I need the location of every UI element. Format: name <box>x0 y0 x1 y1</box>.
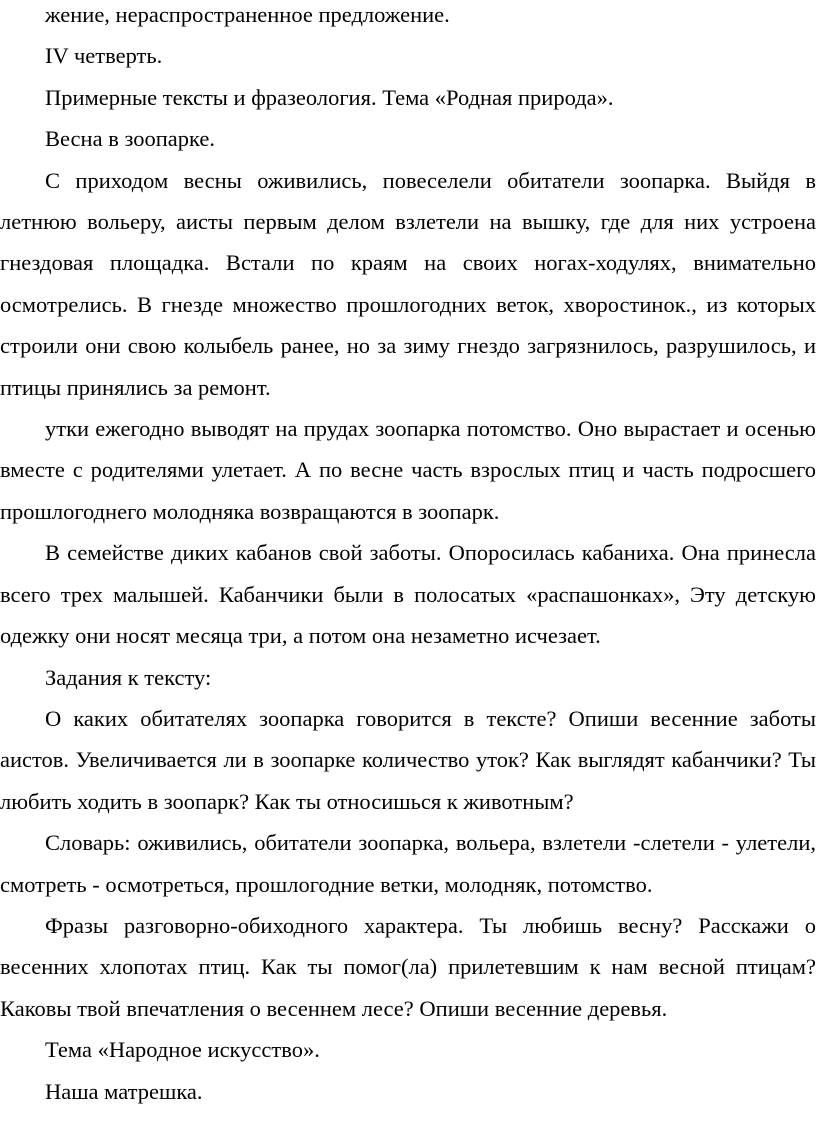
text-title: Весна в зоопарке. <box>45 126 215 152</box>
paragraph-vocabulary: Словарь: оживились, обитатели зоопарка, вольера, взлетели -слетели - улетели, смотреть - осмотреться, прошлогодние ветки, молодняк, потомство. <box>0 830 816 897</box>
quarter-heading: IV четверть. <box>45 43 163 69</box>
paragraph-continuation: жение, нераспространенное предложение. <box>45 2 450 27</box>
topic-heading: Примерные тексты и фразеология. Тема «Родная природа». <box>45 84 614 110</box>
topic-heading-folk-art: Тема «Народное искусство». <box>45 1037 320 1063</box>
paragraph-storks: С приходом весны оживились, повеселели обитатели зоопарка. Выйдя в летнюю вольеру, аисты первым делом взлетели на вышку, где для них устроена гнездовая площадка. Встали по краям на своих ногах-ходулях, внимательно осмотрелись. В гнезде множество прошлогодних веток, хворостинок., из которых строили они свою колыбель ранее, но за зиму гнездо загрязнилось, разрушилось, и птицы принялись за ремонт. <box>0 167 816 400</box>
paragraph-phrases: Фразы разговорно-обиходного характера. Ты любишь весну? Расскажи о весенних хлопотах птиц. Как ты помог(ла) прилетевшим к нам весной птицам? Каковы твой впечатления о весеннем лесе? Опиши весенние деревья. <box>0 912 816 1021</box>
paragraph-questions: О каких обитателях зоопарка говорится в тексте? Опиши весенние заботы аистов. Увеличивается ли в зоопарке количество уток? Как выглядят кабанчики? Ты любить ходить в зоопарк? Как ты относишься к животным? <box>0 705 816 814</box>
text-title-matryoshka: Наша матрешка. <box>45 1078 203 1104</box>
paragraph-ducks: утки ежегодно выводят на прудах зоопарка потомство. Оно вырастает и осенью вместе с родителями улетает. А по весне часть взрослых птиц и часть подросшего прошлогоднего молодняка возвращаются в зоопарк. <box>0 416 816 524</box>
tasks-heading: Задания к тексту: <box>45 664 212 690</box>
paragraph-boars: В семействе диких кабанов свой заботы. Опоросилась кабаниха. Она принесла всего трех малышей. Кабанчики были в полосатых «распашонках», Эту детскую одежку они носят месяца три, а потом она незаметно исчезает. <box>0 540 816 649</box>
